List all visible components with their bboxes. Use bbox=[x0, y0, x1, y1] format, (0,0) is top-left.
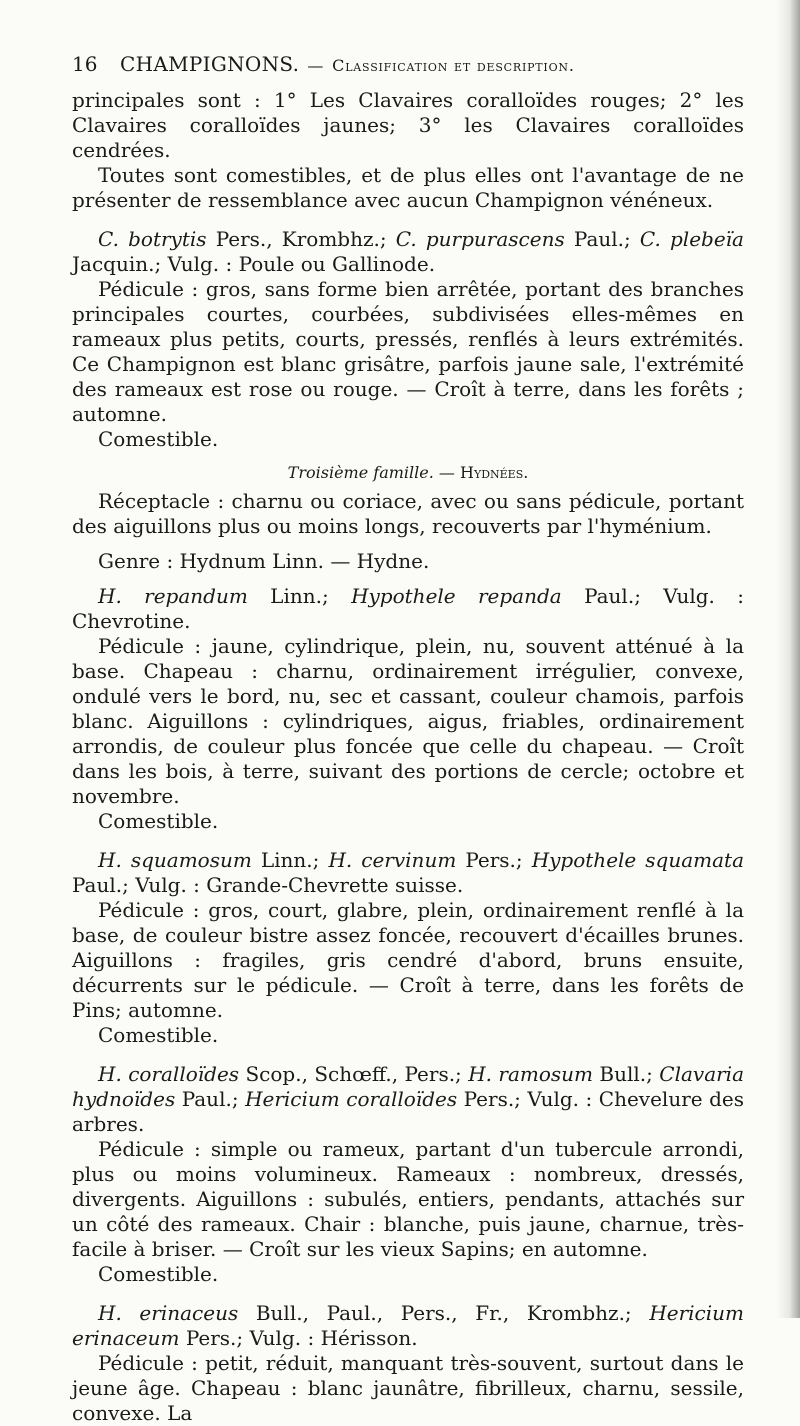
running-title: CHAMPIGNONS. bbox=[120, 52, 300, 76]
species-name: H. repandum bbox=[98, 584, 248, 608]
species-authority: Linn.; bbox=[251, 848, 329, 872]
species-heading-squamosum bbox=[72, 848, 744, 898]
species-authority: Pers., Krombhz.; bbox=[206, 227, 396, 251]
paragraph-comestibles: Toutes sont comestibles, et de plus elles ont l'avantage de ne présenter de ressemblance avec aucun Champignon vénéneux. bbox=[72, 163, 744, 212]
edibility-botrytis: Comestible. bbox=[98, 427, 219, 451]
species-authority: Pers.; Vulg. : Hérisson. bbox=[179, 1326, 418, 1350]
family-label: Troisième famille. bbox=[287, 463, 434, 482]
species-heading-erinaceus bbox=[72, 1301, 744, 1351]
species-name: H. coralloïdes bbox=[98, 1062, 240, 1086]
running-subtitle: Classification et description. bbox=[332, 56, 575, 75]
species-synonym: Hypothele repanda bbox=[351, 584, 562, 608]
species-authority: Paul.; bbox=[175, 1087, 246, 1111]
family-name: — Hydnées. bbox=[433, 463, 529, 482]
species-authority: Bull., Paul., Pers., Fr., Krombhz.; bbox=[238, 1301, 650, 1325]
species-synonym: H. ramosum bbox=[468, 1062, 593, 1086]
species-name: H. squamosum bbox=[98, 848, 252, 872]
description-receptacle: Réceptacle : charnu ou coriace, avec ou sans pédicule, portant des aiguillons plus ou moins longs, recouverts par l'hyménium. bbox=[72, 489, 744, 538]
edibility-coralloides: Comestible. bbox=[98, 1262, 219, 1286]
species-authority: Paul.; Vulg. : Chevrotine. bbox=[72, 584, 744, 633]
running-dash: — bbox=[307, 56, 325, 75]
species-synonym: Hericium erinaceum bbox=[72, 1301, 744, 1350]
species-synonym: Hericium coralloïdes bbox=[245, 1087, 458, 1111]
species-synonym: Clavaria hydnoïdes bbox=[72, 1062, 744, 1111]
species-authority: Pers.; bbox=[456, 848, 532, 872]
page-number: 16 bbox=[72, 52, 98, 76]
description-botrytis: Pédicule : gros, sans forme bien arrêtée, portant des branches principales courtes, courbées, subdivisées elles-mêmes en rameaux plus petits, courts, pressés, renflés à leurs extrémités. Ce Champignon est blanc grisâtre, parfois jaune sale, l'extrémité des rameaux est rose ou rouge. — Croît à terre, dans les forêts ; automne. bbox=[72, 277, 744, 426]
species-heading-coralloides bbox=[72, 1062, 744, 1137]
species-authority: Paul.; Vulg. : Grande-Chevrette suisse. bbox=[72, 873, 464, 897]
edibility-repandum: Comestible. bbox=[98, 809, 219, 833]
family-heading bbox=[72, 460, 744, 485]
species-name: H. erinaceus bbox=[98, 1301, 239, 1325]
species-synonym: H. cervinum bbox=[328, 848, 457, 872]
paragraph-clavaires-list: principales sont : 1° Les Clavaires coralloïdes rouges; 2° les Clavaires coralloïdes jaunes; 3° les Clavaires coralloïdes cendrées. bbox=[72, 88, 744, 162]
species-heading-repandum bbox=[72, 584, 744, 634]
species-name: C. botrytis bbox=[98, 227, 207, 251]
species-authority: Jacquin.; Vulg. : Poule ou Gallinode. bbox=[72, 252, 436, 276]
species-authority: Linn.; bbox=[247, 584, 352, 608]
book-page bbox=[72, 52, 744, 1426]
species-authority: Bull.; bbox=[593, 1062, 660, 1086]
species-authority: Paul.; bbox=[564, 227, 640, 251]
running-head bbox=[72, 52, 744, 78]
description-coralloides: Pédicule : simple ou rameux, partant d'un tubercule arrondi, plus ou moins volumineux. Rameaux : nombreux, dressés, divergents. Aiguillons : subulés, entiers, pendants, attachés sur un côté des rameaux. Chair : blanche, puis jaune, charnue, très-facile à briser. — Croît sur les vieux Sapins; en automne. bbox=[72, 1137, 744, 1261]
description-erinaceus: Pédicule : petit, réduit, manquant très-souvent, surtout dans le jeune âge. Chapeau : blanc jaunâtre, fibrilleux, charnu, sessile, convexe. La bbox=[72, 1351, 744, 1425]
genus-heading: Genre : Hydnum Linn. — Hydne. bbox=[98, 549, 430, 573]
species-synonym: Hypothele squamata bbox=[531, 848, 745, 872]
edibility-squamosum: Comestible. bbox=[98, 1023, 219, 1047]
species-synonym: C. purpurascens bbox=[395, 227, 565, 251]
species-synonym: C. plebeïa bbox=[639, 227, 744, 251]
description-repandum: Pédicule : jaune, cylindrique, plein, nu, souvent atténué à la base. Chapeau : charnu, ordinairement irrégulier, convexe, ondulé vers le bord, nu, sec et cassant, couleur chamois, parfois blanc. Aiguillons : cylindriques, aigus, friables, ordinairement arrondis, de couleur plus foncée que celle du chapeau. — Croît dans les bois, à terre, suivant des portions de cercle; octobre et novembre. bbox=[72, 634, 744, 808]
species-heading-botrytis bbox=[72, 227, 744, 277]
species-authority: Pers.; Vulg. : Chevelure des arbres. bbox=[72, 1087, 744, 1136]
species-authority: Scop., Schœff., Pers.; bbox=[239, 1062, 469, 1086]
description-squamosum: Pédicule : gros, court, glabre, plein, ordinairement renflé à la base, de couleur bistre assez foncée, recouvert d'écailles brunes. Aiguillons : fragiles, gris cendré d'abord, bruns ensuite, décurrents sur le pédicule. — Croît à terre, dans les forêts de Pins; automne. bbox=[72, 898, 744, 1022]
page-edge-shadow bbox=[776, 0, 800, 1318]
